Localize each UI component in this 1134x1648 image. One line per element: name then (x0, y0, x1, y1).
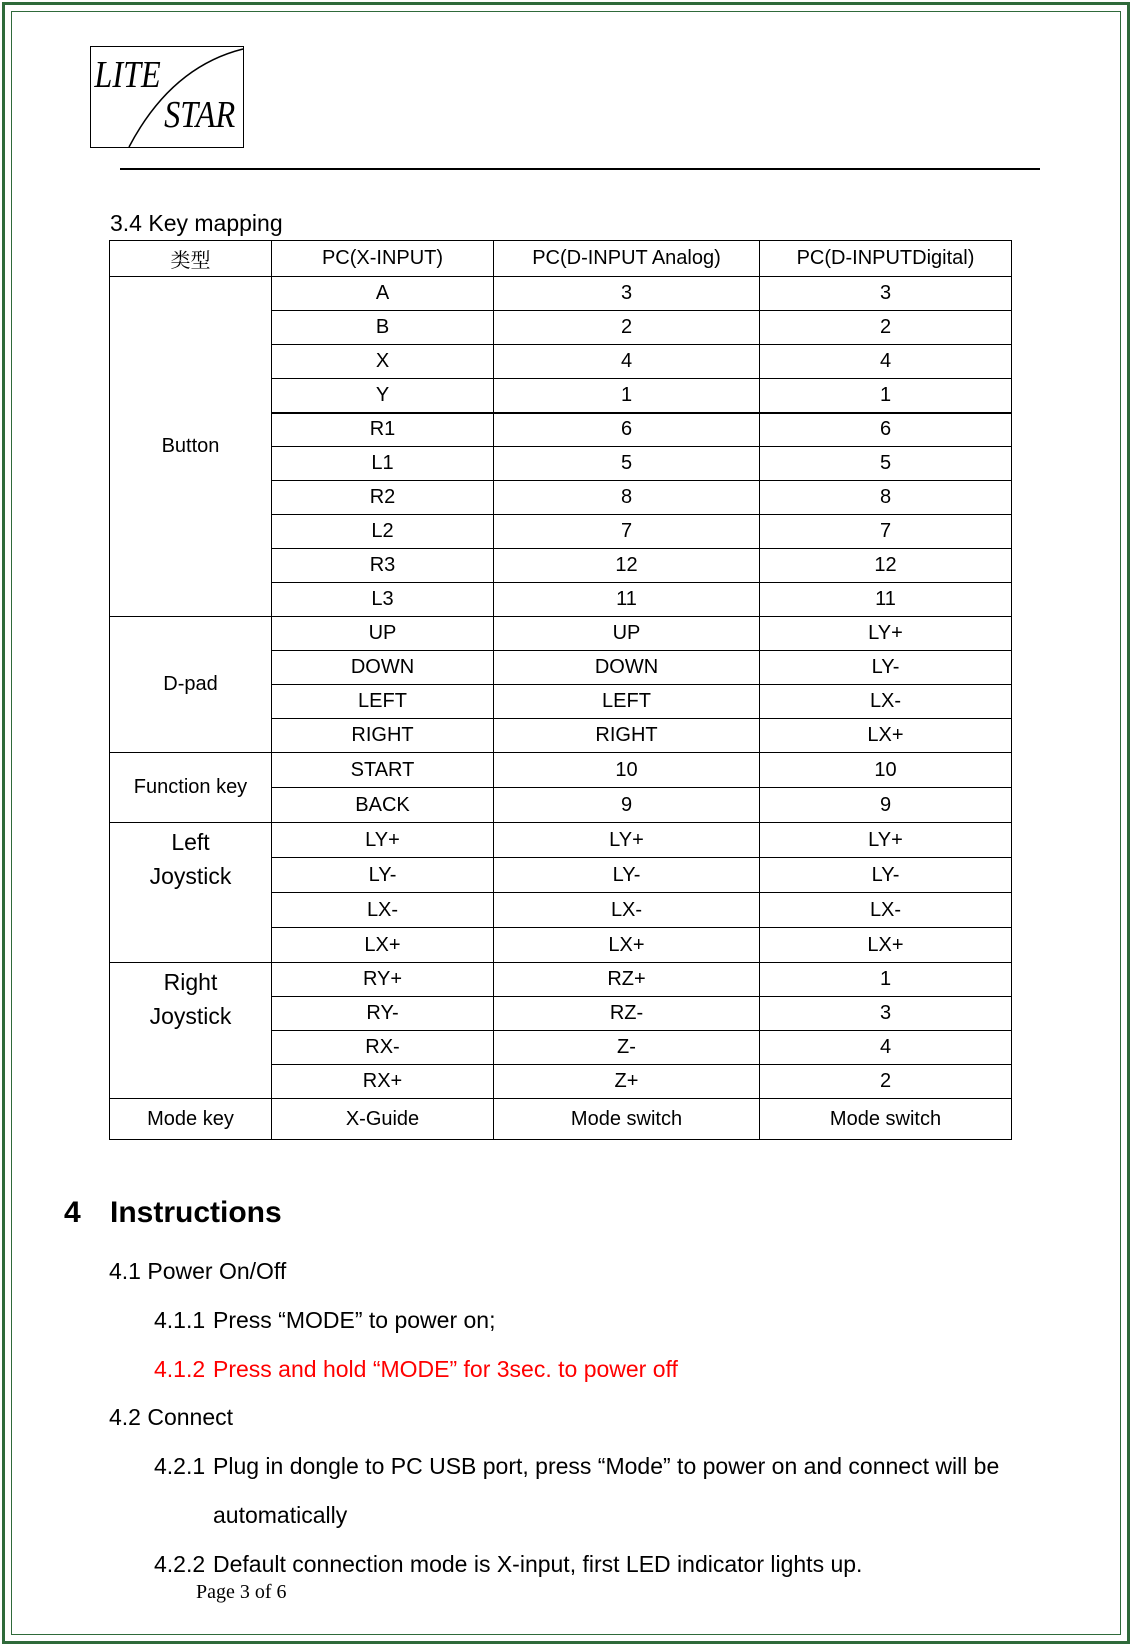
table-cell: 8 (494, 481, 760, 515)
instruction-4-2-1-continued: automatically (213, 1502, 348, 1528)
category-cell: Mode key (110, 1099, 272, 1140)
table-cell: Mode switch (760, 1099, 1012, 1140)
item-number: 4.1.1 (154, 1307, 206, 1333)
table-cell: RIGHT (272, 719, 494, 753)
table-cell: 2 (760, 1065, 1012, 1099)
table-row (110, 277, 1012, 311)
item-text: Default connection mode is X-input, first LED indicator lights up. (213, 1551, 863, 1577)
section-heading-instructions (64, 1196, 282, 1230)
table-cell: 1 (760, 963, 1012, 997)
table-cell: 9 (494, 788, 760, 823)
table-cell: RZ- (494, 997, 760, 1031)
subheading-power: 4.1 Power On/Off (109, 1258, 287, 1284)
table-cell: 5 (494, 447, 760, 481)
table-cell: 5 (760, 447, 1012, 481)
item-text: Plug in dongle to PC USB port, press “Mode” to power on and connect will be (213, 1453, 1000, 1479)
table-cell: R1 (272, 413, 494, 447)
table-cell: START (272, 753, 494, 788)
table-cell: Z- (494, 1031, 760, 1065)
table-cell: LY+ (494, 823, 760, 858)
table-header-xinput: PC(X-INPUT) (272, 241, 494, 277)
category-line: Left (171, 829, 210, 855)
table-cell: RX+ (272, 1065, 494, 1099)
table-header-dinput-digital: PC(D-INPUTDigital) (760, 241, 1012, 277)
table-cell: Y (272, 379, 494, 413)
table-cell: LY- (272, 858, 494, 893)
table-cell: 1 (760, 379, 1012, 413)
table-header-dinput-analog: PC(D-INPUT Analog) (494, 241, 760, 277)
table-row (110, 753, 1012, 788)
table-cell: UP (272, 617, 494, 651)
table-cell: LEFT (272, 685, 494, 719)
logo-text-top: LITE (94, 53, 161, 96)
table-row (110, 617, 1012, 651)
category-line: Joystick (149, 863, 232, 889)
table-cell: DOWN (272, 651, 494, 685)
table-cell: LEFT (494, 685, 760, 719)
logo-graphic (91, 47, 245, 149)
table-cell: L2 (272, 515, 494, 549)
section-number: 4 (64, 1196, 81, 1229)
table-cell: RZ+ (494, 963, 760, 997)
table-cell: RX- (272, 1031, 494, 1065)
table-cell: 4 (494, 345, 760, 379)
table-cell: L1 (272, 447, 494, 481)
table-header-type: 类型 (110, 241, 272, 277)
table-row (110, 823, 1012, 858)
category-cell: Function key (110, 753, 272, 823)
table-cell: 9 (760, 788, 1012, 823)
page-number: Page 3 of 6 (196, 1581, 287, 1603)
table-cell: DOWN (494, 651, 760, 685)
category-line: Right (163, 969, 218, 995)
table-cell: 12 (760, 549, 1012, 583)
table-cell: A (272, 277, 494, 311)
table-cell: LX+ (272, 928, 494, 963)
table-body (110, 277, 1012, 1140)
key-mapping-table (109, 240, 1012, 1140)
table-cell: Mode switch (494, 1099, 760, 1140)
section-title: Instructions (110, 1196, 282, 1229)
table-cell: LX- (760, 685, 1012, 719)
table-cell: 1 (494, 379, 760, 413)
category-cell: Button (110, 277, 272, 617)
table-cell: 11 (494, 583, 760, 617)
table-cell: 8 (760, 481, 1012, 515)
table-cell: 11 (760, 583, 1012, 617)
table-cell: LY+ (272, 823, 494, 858)
instruction-4-1-1 (154, 1307, 495, 1334)
table-cell: LX- (494, 893, 760, 928)
item-text: Press and hold “MODE” for 3sec. to power off (213, 1356, 678, 1382)
table-cell: 2 (494, 311, 760, 345)
table-cell: RY+ (272, 963, 494, 997)
table-cell: LX+ (760, 719, 1012, 753)
table-cell: RIGHT (494, 719, 760, 753)
table-cell: R3 (272, 549, 494, 583)
subheading-connect: 4.2 Connect (109, 1404, 234, 1430)
instruction-4-1-2 (154, 1356, 678, 1383)
table-cell: 6 (494, 413, 760, 447)
table-cell: B (272, 311, 494, 345)
table-cell: 3 (760, 277, 1012, 311)
table-cell: LY- (494, 858, 760, 893)
item-number: 4.2.2 (154, 1551, 206, 1577)
table-cell: 3 (760, 997, 1012, 1031)
table-cell: 10 (494, 753, 760, 788)
table-cell: LX+ (494, 928, 760, 963)
table-row (110, 963, 1012, 997)
table-cell: LY+ (760, 617, 1012, 651)
table-cell: 4 (760, 1031, 1012, 1065)
header-rule (120, 168, 1040, 170)
table-cell: BACK (272, 788, 494, 823)
table-cell: 3 (494, 277, 760, 311)
company-logo (90, 46, 244, 148)
category-cell (110, 963, 272, 1099)
table-cell: 12 (494, 549, 760, 583)
table-row (110, 1099, 1012, 1140)
table-cell: 4 (760, 345, 1012, 379)
table-cell: 2 (760, 311, 1012, 345)
table-cell: 6 (760, 413, 1012, 447)
table-cell: LX- (760, 893, 1012, 928)
table-cell: LY+ (760, 823, 1012, 858)
item-text: Press “MODE” to power on; (213, 1307, 496, 1333)
table-cell: LY- (760, 858, 1012, 893)
logo-text-bottom: STAR (164, 93, 236, 136)
instruction-4-2-1 (154, 1453, 999, 1480)
table-cell: 7 (760, 515, 1012, 549)
item-number: 4.2.1 (154, 1453, 206, 1479)
category-cell (110, 823, 272, 963)
item-number: 4.1.2 (154, 1356, 206, 1382)
table-cell: X-Guide (272, 1099, 494, 1140)
table-cell: LY- (760, 651, 1012, 685)
table-cell: L3 (272, 583, 494, 617)
table-cell: 10 (760, 753, 1012, 788)
category-cell: D-pad (110, 617, 272, 753)
table-cell: 7 (494, 515, 760, 549)
table-cell: R2 (272, 481, 494, 515)
table-cell: LX- (272, 893, 494, 928)
table-cell: LX+ (760, 928, 1012, 963)
table-cell: Z+ (494, 1065, 760, 1099)
table-cell: RY- (272, 997, 494, 1031)
instruction-4-2-2 (154, 1551, 862, 1578)
category-line: Joystick (149, 1003, 232, 1029)
table-header-row (110, 241, 1012, 277)
table-cell: X (272, 345, 494, 379)
table-cell: UP (494, 617, 760, 651)
section-heading-key-mapping: 3.4 Key mapping (110, 210, 283, 236)
